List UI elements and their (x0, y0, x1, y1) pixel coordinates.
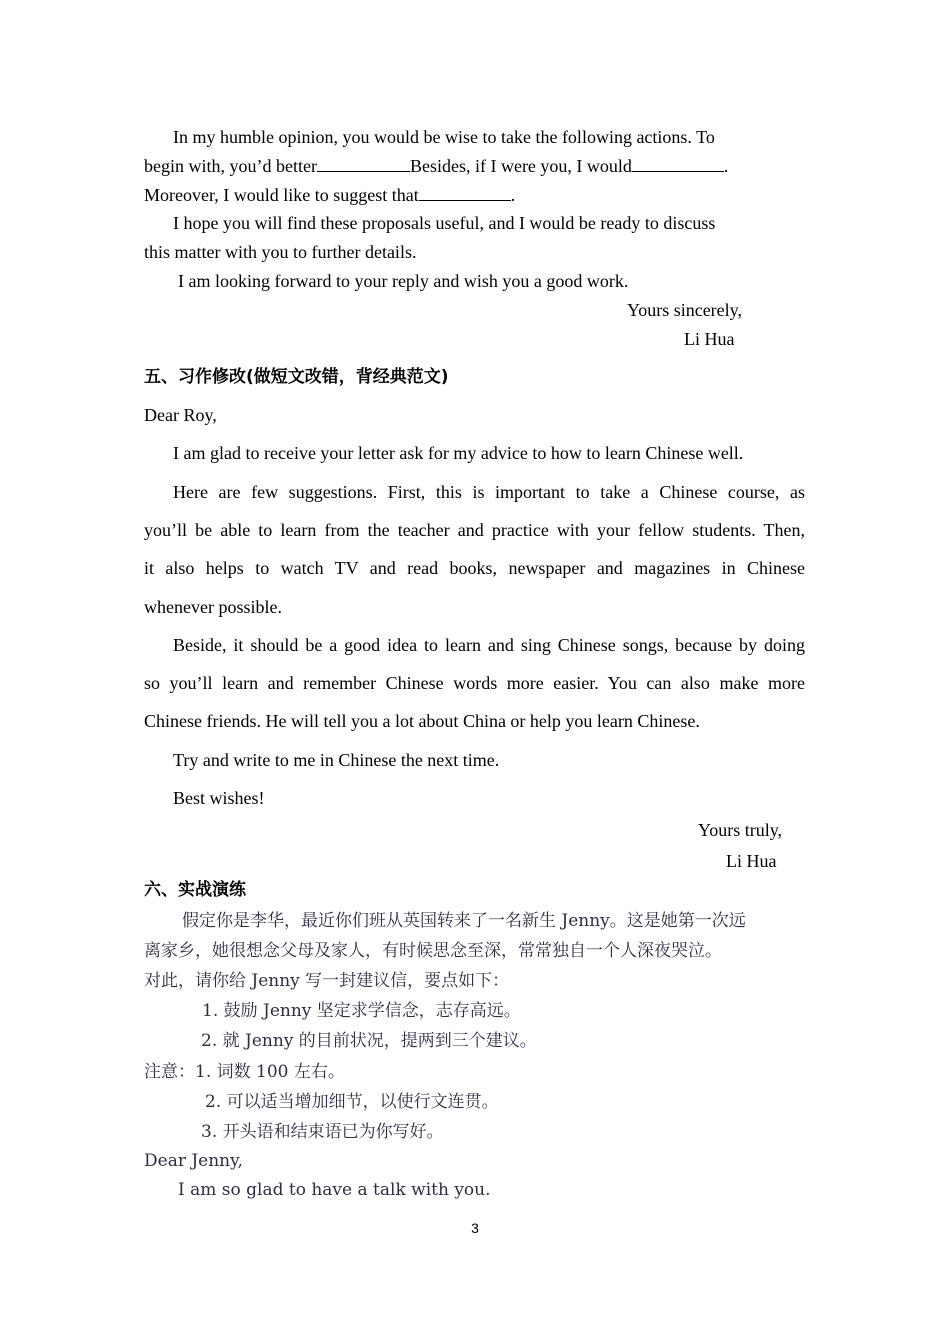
section6-heading: 六、实战演练 (144, 880, 246, 900)
letter1-p2-line2: this matter with you to further details. (144, 242, 417, 262)
fill-blank-3[interactable] (419, 184, 511, 201)
section5-p2-line4: whenever possible. (144, 597, 282, 617)
section6-opening: I am so glad to have a talk with you. (178, 1180, 491, 1200)
section5-signature: Li Hua (726, 851, 777, 871)
section5-salutation: Dear Roy, (144, 405, 217, 425)
letter1-p1-line3 (144, 184, 515, 206)
section6-point1: 1. 鼓励 Jenny 坚定求学信念，志存高远。 (202, 1001, 521, 1021)
section6-intro-line1: 假定你是李华，最近你们班从英国转来了一名新生 Jenny。这是她第一次远 (182, 911, 746, 931)
section5-p3-line2: so you’ll learn and remember Chinese words more easier. You can also make more (144, 673, 805, 693)
section5-p3-line3: Chinese friends. He will tell you a lot about China or help you learn Chinese. (144, 711, 700, 731)
section5-p5: Best wishes! (173, 788, 265, 808)
letter1-p2-line1: I hope you will find these proposals useful, and I would be ready to discuss (173, 213, 716, 233)
section6-note2: 2. 可以适当增加细节，以使行文连贯。 (205, 1092, 499, 1112)
section5-p1: I am glad to receive your letter ask for my advice to how to learn Chinese well. (173, 443, 744, 463)
section5-p2-line1: Here are few suggestions. First, this is important to take a Chinese course, as (173, 482, 805, 502)
section5-closing: Yours truly, (698, 820, 783, 840)
letter1-p1-text-b: Besides, if I were you, I would (409, 156, 632, 176)
section5-heading: 五、习作修改(做短文改错，背经典范文) (144, 367, 449, 387)
letter1-p1-line1: In my humble opinion, you would be wise to take the following actions. To (173, 127, 715, 147)
letter1-p1-text-e: . (510, 185, 516, 205)
fill-blank-1[interactable] (317, 155, 410, 172)
section6-salutation: Dear Jenny, (144, 1151, 243, 1171)
fill-blank-2[interactable] (632, 155, 724, 172)
section5-p3-line1: Beside, it should be a good idea to learn and sing Chinese songs, because by doing (173, 635, 805, 655)
section5-p4: Try and write to me in Chinese the next time. (173, 750, 500, 770)
letter1-signature: Li Hua (684, 329, 735, 349)
letter1-closing: Yours sincerely, (627, 300, 742, 320)
letter1-p1-line2 (144, 155, 728, 177)
letter1-p3: I am looking forward to your reply and wish you a good work. (178, 271, 629, 291)
section5-p2-line3: it also helps to watch TV and read books, newspaper and magazines in Chinese (144, 558, 805, 578)
section6-intro-line2: 离家乡，她很想念父母及家人，有时候思念至深，常常独自一个人深夜哭泣。 (144, 941, 722, 961)
section6-note1: 注意：1. 词数 100 左右。 (144, 1062, 345, 1082)
section6-note3: 3. 开头语和结束语已为你写好。 (201, 1122, 444, 1142)
section5-p2-line2: you’ll be able to learn from the teacher and practice with your fellow students. Then, (144, 520, 805, 540)
page-number: 3 (471, 1220, 479, 1236)
letter1-p1-text-d: Moreover, I would like to suggest that (144, 185, 419, 205)
section6-intro-line3: 对此，请你给 Jenny 写一封建议信，要点如下： (144, 971, 510, 991)
letter1-p1-text-c: . (723, 156, 729, 176)
letter1-p1-text-a: begin with, you’d better (144, 156, 317, 176)
section6-point2: 2. 就 Jenny 的目前状况，提两到三个建议。 (201, 1031, 537, 1051)
